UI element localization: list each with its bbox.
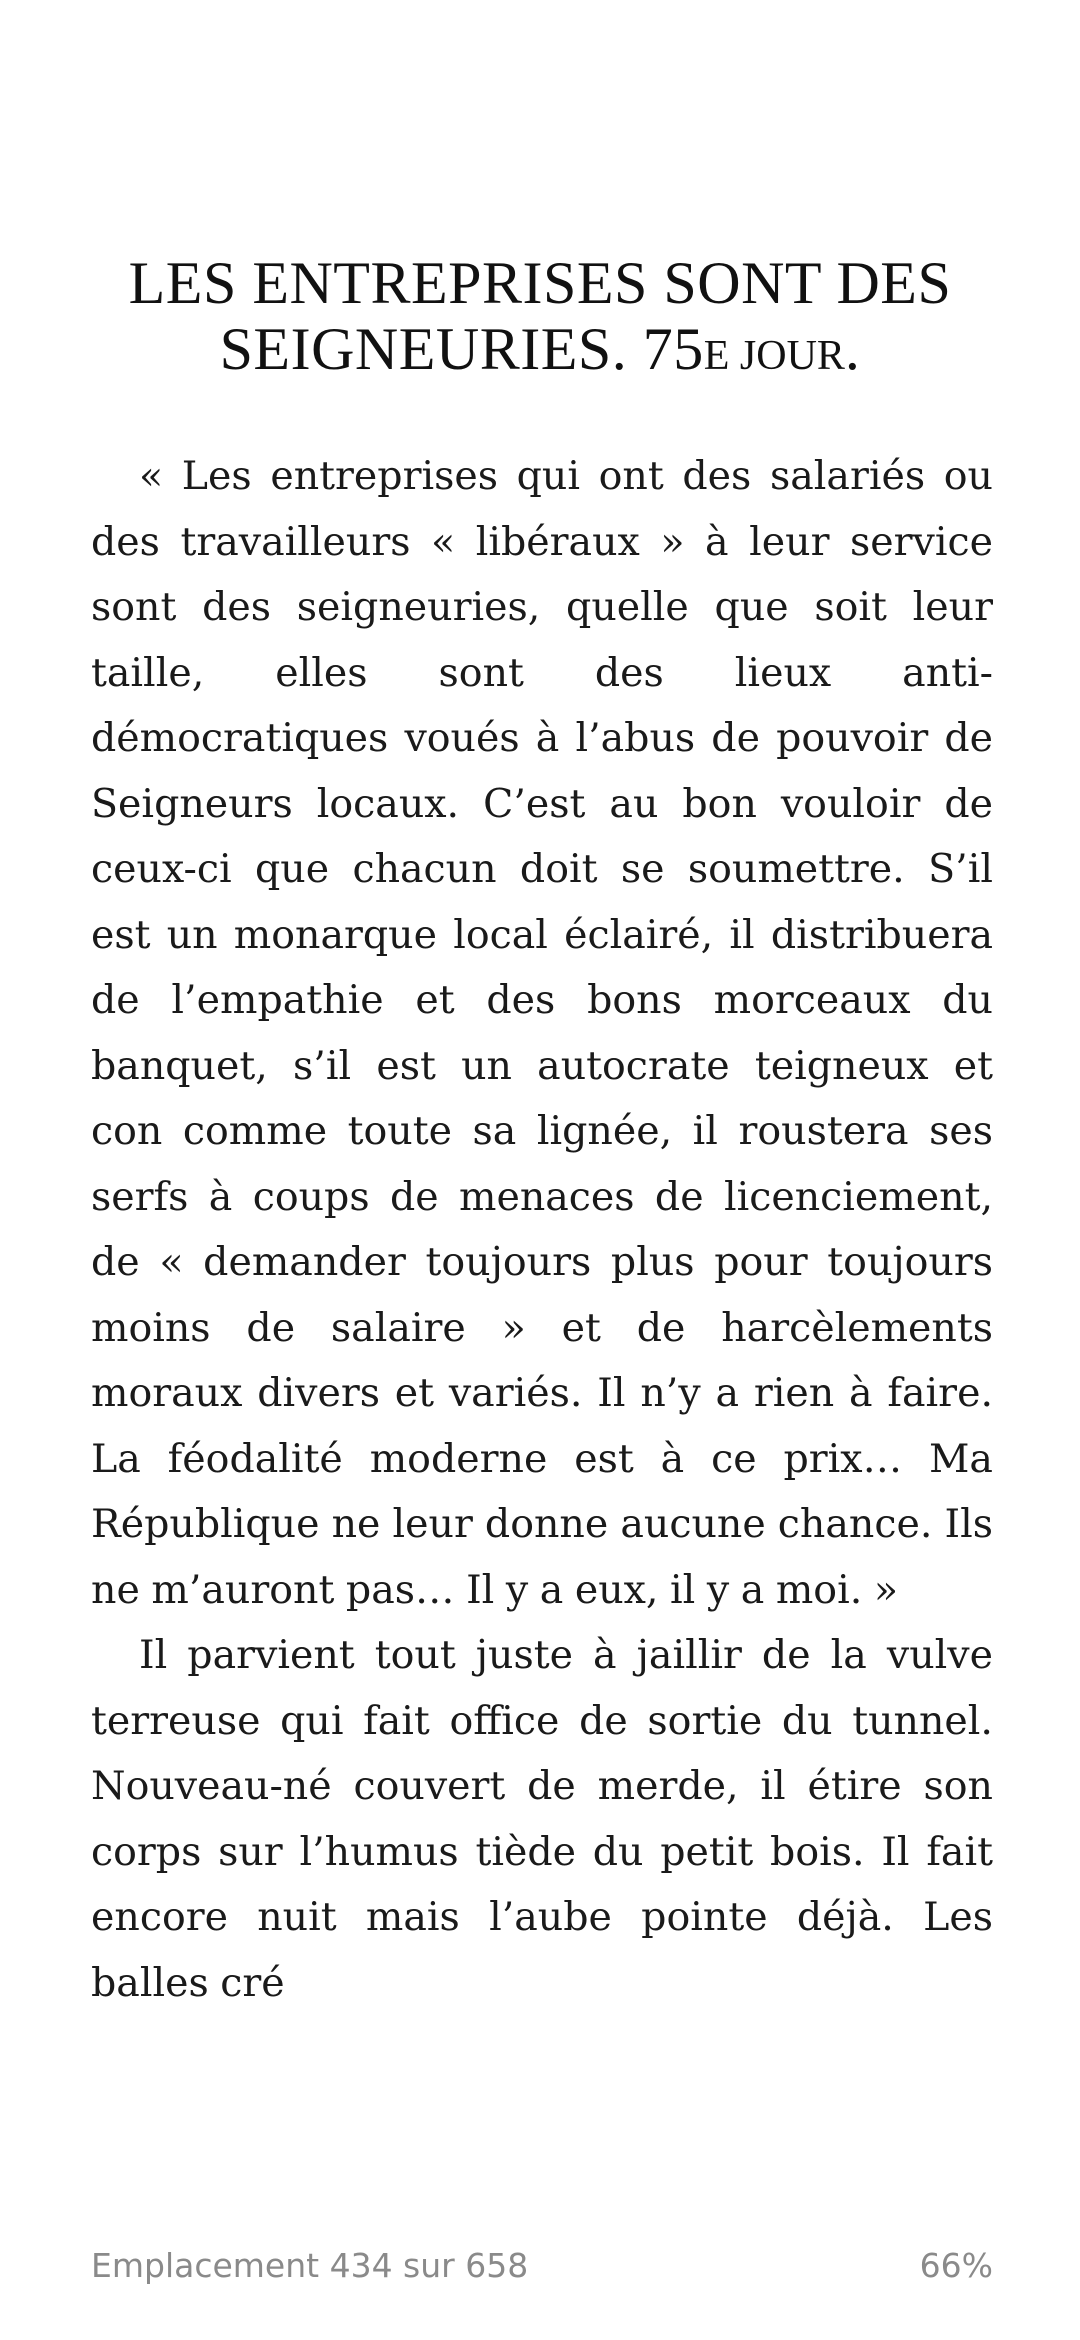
location-indicator[interactable]: Emplacement 434 sur 658 [91,2246,529,2285]
paragraph: « Les entreprises qui ont des salariés ou des travailleurs « libéraux » à leur service sont des seigneuries, quelle que soit leur taille, elles sont des lieux anti-démocratiques voués à l’abus de pouvoir de Seigneurs locaux. C’est au bon vouloir de ceux-ci que chacun doit se soumettre. S’il est un monarque local éclairé, il distribuera de l’empathie et des bons morceaux du banquet, s’il est un autocrate teigneux et con comme toute sa lignée, il roustera ses serfs à coups de menaces de licenciement, de « demander toujours plus pour toujours moins de salaire » et de harcèlements moraux divers et variés. Il n’y a rien à faire. La féodalité moderne est à ce prix… Ma République ne leur donne aucune chance. Ils ne m’auront pas… Il y a eux, il y a moi. » [91,453,993,1613]
progress-percent: 66% [919,2246,993,2285]
chapter-title-main: LES ENTREPRISES SONT DES SEIGNEURIES. 75 [128,250,952,382]
chapter-title-end: . [844,316,861,382]
chapter-title [60,250,1020,389]
reading-progress-footer[interactable] [91,2243,993,2289]
chapter-title-suffix: E JOUR [703,333,845,379]
paragraph: Il parvient tout juste à jaillir de la vulve terreuse qui fait office de sortie du tunnel. Nouveau-né couvert de merde, il étire son corps sur l’humus tiède du petit bois. Il fait encore nuit mais l’aube pointe déjà. Les balles cré [91,1632,993,2006]
book-text [91,444,993,2016]
